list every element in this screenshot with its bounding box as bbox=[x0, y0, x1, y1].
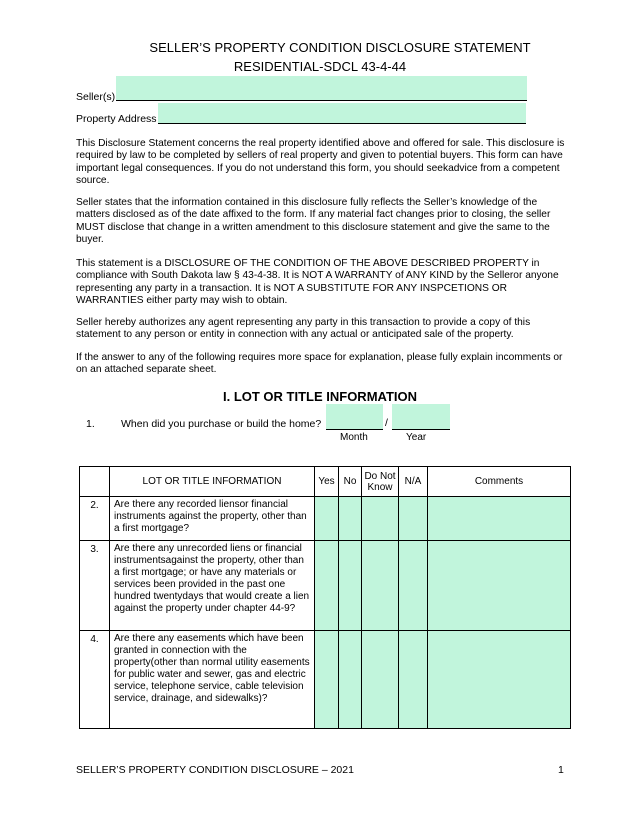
header-yes: Yes bbox=[315, 467, 339, 497]
purchase-year-field[interactable] bbox=[392, 404, 450, 430]
row-question: Are there any recorded liensor financial instruments against the property, other than a first mortgage? bbox=[110, 497, 315, 541]
month-label: Month bbox=[340, 432, 368, 443]
row-number: 2. bbox=[80, 497, 110, 541]
header-topic: LOT OR TITLE INFORMATION bbox=[110, 467, 315, 497]
property-address-label: Property Address bbox=[76, 113, 157, 125]
property-address-field[interactable] bbox=[158, 103, 526, 124]
answer-dont-know-cell[interactable] bbox=[362, 497, 399, 541]
header-number bbox=[80, 467, 110, 497]
seller-field[interactable] bbox=[116, 76, 527, 101]
authorization-paragraph: Seller hereby authorizes any agent representing any party in this transaction to provide a copy of this statement to any person or entity in connection with any actual or anticipated sale of the property. bbox=[76, 317, 531, 341]
answer-no-cell[interactable] bbox=[339, 497, 362, 541]
row-question: Are there any unrecorded liens or financial instrumentsagainst the property, other than a first mortgage; or have any materials or services been provided in the past one hundred twentydays that would create a lien against the property under chapter 44-9? bbox=[110, 541, 315, 631]
answer-na-cell[interactable] bbox=[399, 631, 428, 729]
purchase-month-field[interactable] bbox=[326, 404, 383, 430]
table-row bbox=[80, 541, 571, 631]
table-header-row bbox=[80, 467, 571, 497]
comments-cell[interactable] bbox=[428, 497, 571, 541]
row-number: 3. bbox=[80, 541, 110, 631]
header-dont-know: Do Not Know bbox=[362, 467, 399, 497]
question-1-text: When did you purchase or build the home? bbox=[121, 418, 322, 430]
seller-label: Seller(s) bbox=[76, 91, 116, 103]
header-no: No bbox=[339, 467, 362, 497]
row-question: Are there any easements which have been granted in connection with the property(other than normal utility easements for public water and sewer, gas and electric service, telephone service, cable television service, drainage, and sidewalks)? bbox=[110, 631, 315, 729]
answer-na-cell[interactable] bbox=[399, 497, 428, 541]
seller-statement-paragraph: Seller states that the information contained in this disclosure fully reflects the Seller’s knowledge of the matters disclosed as of the date affixed to the form. If any material fact changes prior to closing, the seller MUST disclose that change in a written amendment to this disclosure statement and give the same to the buyer. bbox=[76, 197, 551, 246]
answer-dont-know-cell[interactable] bbox=[362, 631, 399, 729]
lot-title-table bbox=[79, 466, 571, 729]
form-subtitle: RESIDENTIAL-SDCL 43-4-44 bbox=[233, 59, 407, 74]
footer-title: SELLER’S PROPERTY CONDITION DISCLOSURE – 2021 bbox=[76, 764, 354, 776]
header-na: N/A bbox=[399, 467, 428, 497]
question-1-number: 1. bbox=[86, 418, 95, 430]
page-number: 1 bbox=[558, 764, 564, 776]
answer-na-cell[interactable] bbox=[399, 541, 428, 631]
answer-yes-cell[interactable] bbox=[315, 541, 339, 631]
explanation-paragraph: If the answer to any of the following requires more space for explanation, please fully explain incomments or on an attached separate sheet. bbox=[76, 352, 563, 376]
comments-cell[interactable] bbox=[428, 631, 571, 729]
answer-no-cell[interactable] bbox=[339, 541, 362, 631]
date-separator: / bbox=[385, 417, 388, 429]
section-title: I. LOT OR TITLE INFORMATION bbox=[222, 389, 418, 404]
intro-paragraph: This Disclosure Statement concerns the real property identified above and offered for sale. This disclosure is required by law to be completed by sellers of real property and given to potential buyers. This form can have important legal consequences. If you do not understand this form, you should seekadvice from a competent source. bbox=[76, 138, 565, 187]
table-row bbox=[80, 497, 571, 541]
year-label: Year bbox=[406, 432, 427, 443]
comments-cell[interactable] bbox=[428, 541, 571, 631]
answer-no-cell[interactable] bbox=[339, 631, 362, 729]
answer-yes-cell[interactable] bbox=[315, 631, 339, 729]
answer-yes-cell[interactable] bbox=[315, 497, 339, 541]
answer-dont-know-cell[interactable] bbox=[362, 541, 399, 631]
header-comments: Comments bbox=[428, 467, 571, 497]
disclosure-notice-paragraph: This statement is a DISCLOSURE OF THE CONDITION OF THE ABOVE DESCRIBED PROPERTY in compliance with South Dakota law § 43-4-38. It is NOT A WARRANTY of ANY KIND by the Selleror anyone representing any party in a transaction. It is NOT A SUBSTITUTE FOR ANY INSPCETIONS OR WARRANTIES either party may wish to obtain. bbox=[76, 258, 559, 307]
table-row bbox=[80, 631, 571, 729]
form-title: SELLER’S PROPERTY CONDITION DISCLOSURE STATEMENT bbox=[149, 40, 531, 55]
row-number: 4. bbox=[80, 631, 110, 729]
